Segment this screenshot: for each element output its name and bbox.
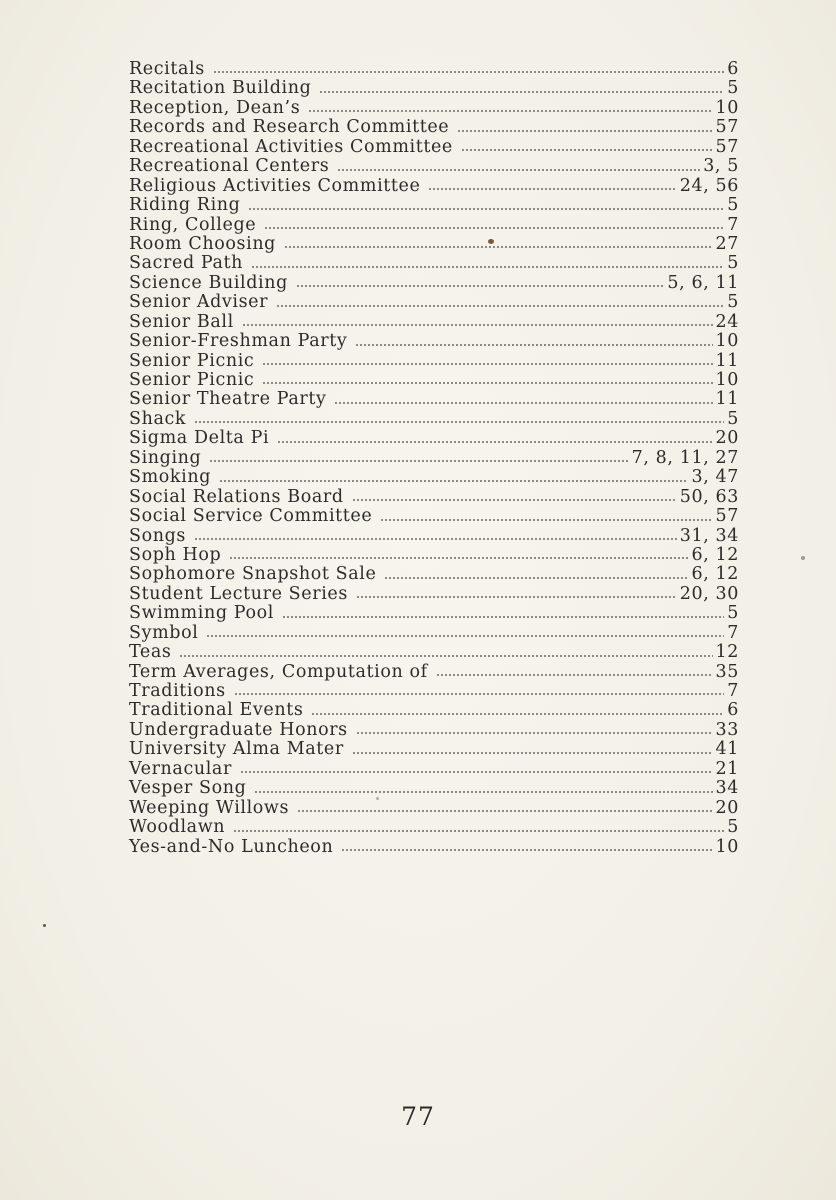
dot-leader	[337, 168, 700, 172]
index-pages: 57	[715, 117, 739, 138]
index-pages: 24, 56	[679, 175, 739, 196]
dot-leader	[194, 537, 677, 541]
index-entry	[129, 643, 739, 662]
index-pages: 10	[715, 836, 739, 857]
index-term: Yes-and-No Luncheon	[129, 836, 334, 857]
index-term: Singing	[129, 447, 202, 468]
index-entry	[129, 196, 739, 215]
dot-leader	[206, 634, 724, 638]
index-pages: 57	[715, 136, 739, 157]
index-pages: 10	[715, 331, 739, 352]
index-entry	[129, 157, 739, 176]
dot-leader	[209, 459, 628, 463]
index-pages: 31, 34	[679, 525, 739, 546]
index-pages: 5	[727, 408, 739, 429]
index-pages: 5	[727, 603, 739, 624]
dot-leader	[254, 790, 712, 794]
dot-leader	[457, 129, 712, 133]
index-term: Smoking	[129, 467, 211, 488]
index-term: Sigma Delta Pi	[129, 428, 270, 449]
index-entry	[129, 818, 739, 837]
dot-leader	[276, 304, 724, 308]
index-entry	[129, 527, 739, 546]
index-entry	[129, 799, 739, 818]
index-pages: 6, 12	[691, 544, 739, 565]
index-entry	[129, 60, 739, 79]
index-term: Ring, College	[129, 214, 257, 235]
index-term: Records and Research Committee	[129, 117, 450, 138]
index-pages: 6, 12	[691, 564, 739, 585]
index-entry	[129, 216, 739, 235]
dot-leader	[341, 848, 712, 852]
index-entry	[129, 352, 739, 371]
index-entry	[129, 449, 739, 468]
index-term: Weeping Willows	[129, 797, 290, 818]
dot-leader	[194, 420, 724, 424]
dot-leader	[242, 323, 713, 327]
index-entry	[129, 565, 739, 584]
index-pages: 57	[715, 506, 739, 527]
dot-leader	[384, 576, 688, 580]
index-pages: 5, 6, 11	[667, 272, 739, 293]
dot-leader	[352, 751, 713, 755]
index-entry	[129, 585, 739, 604]
index-entry	[129, 682, 739, 701]
index-term: Vernacular	[129, 758, 232, 779]
index-term: Senior Theatre Party	[129, 389, 327, 410]
index-term: Traditional Events	[129, 700, 304, 721]
dot-leader	[356, 595, 677, 599]
dot-leader	[282, 615, 724, 619]
index-pages: 20	[715, 428, 739, 449]
index-pages: 7, 8, 11, 27	[631, 447, 739, 468]
index-pages: 5	[727, 817, 739, 838]
index-entry	[129, 838, 739, 857]
index-entry	[129, 118, 739, 137]
dot-leader	[179, 654, 712, 658]
index-entry	[129, 274, 739, 293]
dot-leader	[296, 284, 664, 288]
dot-leader	[352, 498, 677, 502]
index-term: Songs	[129, 525, 186, 546]
index-pages: 27	[715, 233, 739, 254]
index-term: Religious Activities Committee	[129, 175, 421, 196]
index-pages: 5	[727, 253, 739, 274]
dot-leader	[319, 90, 724, 94]
index-pages: 3, 47	[691, 467, 739, 488]
index-list	[129, 60, 739, 857]
index-entry	[129, 624, 739, 643]
index-entry	[129, 313, 739, 332]
index-pages: 41	[715, 739, 739, 760]
index-term: University Alma Mater	[129, 739, 344, 760]
dot-leader	[334, 401, 712, 405]
index-entry	[129, 760, 739, 779]
dot-leader	[297, 809, 712, 813]
index-entry	[129, 546, 739, 565]
index-entry	[129, 410, 739, 429]
index-entry	[129, 371, 739, 390]
index-term: Social Relations Board	[129, 486, 344, 507]
index-entry	[129, 332, 739, 351]
index-pages: 5	[727, 78, 739, 99]
index-term: Senior Picnic	[129, 370, 255, 390]
index-pages: 24	[715, 311, 739, 332]
index-term: Swimming Pool	[129, 603, 274, 624]
index-pages: 12	[715, 642, 739, 663]
index-entry	[129, 779, 739, 798]
index-entry	[129, 390, 739, 409]
index-entry	[129, 663, 739, 682]
dot-leader	[264, 226, 724, 230]
dust-speck	[376, 797, 379, 800]
dot-leader	[229, 556, 688, 560]
index-entry	[129, 468, 739, 487]
ink-speck	[488, 239, 494, 244]
index-term: Traditions	[129, 681, 226, 701]
index-pages: 6	[727, 700, 739, 721]
index-term: Social Service Committee	[129, 506, 373, 527]
dot-leader	[240, 770, 713, 774]
index-entry	[129, 721, 739, 740]
dot-leader	[436, 673, 713, 677]
index-pages: 35	[715, 661, 739, 682]
page-number: 77	[401, 1102, 435, 1131]
index-pages: 5	[727, 195, 739, 216]
index-entry	[129, 99, 739, 118]
index-term: Term Averages, Computation of	[129, 661, 428, 682]
index-term: Senior-Freshman Party	[129, 331, 348, 352]
index-term: Sacred Path	[129, 253, 244, 274]
dust-speck	[801, 556, 805, 560]
index-term: Student Lecture Series	[129, 583, 348, 604]
index-pages: 20	[715, 797, 739, 818]
dot-leader	[311, 712, 724, 716]
index-term: Recitals	[129, 59, 205, 79]
index-pages: 10	[715, 370, 739, 390]
index-entry	[129, 740, 739, 759]
dot-leader	[248, 207, 724, 211]
index-pages: 50, 63	[679, 486, 739, 507]
index-entry	[129, 507, 739, 526]
dust-speck	[43, 924, 46, 927]
index-pages: 10	[715, 97, 739, 118]
index-term: Vesper Song	[129, 778, 247, 799]
index-term: Shack	[129, 408, 187, 429]
dot-leader	[262, 362, 712, 366]
index-term: Recreational Centers	[129, 156, 330, 177]
index-term: Sophomore Snapshot Sale	[129, 564, 377, 585]
index-term: Room Choosing	[129, 233, 276, 254]
dot-leader	[380, 518, 712, 522]
index-entry	[129, 604, 739, 623]
index-term: Riding Ring	[129, 195, 241, 216]
dot-leader	[461, 148, 713, 152]
index-pages: 7	[727, 681, 739, 701]
dot-leader	[233, 829, 724, 833]
index-term: Symbol	[129, 622, 199, 643]
index-term: Reception, Dean’s	[129, 97, 301, 118]
index-entry	[129, 235, 739, 254]
dot-leader	[213, 70, 724, 74]
index-term: Science Building	[129, 272, 288, 293]
dot-leader	[251, 265, 724, 269]
index-term: Teas	[129, 642, 172, 663]
index-term: Senior Ball	[129, 311, 234, 332]
dot-leader	[234, 692, 725, 696]
index-entry	[129, 138, 739, 157]
index-pages: 7	[727, 622, 739, 643]
index-entry	[129, 293, 739, 312]
dot-leader	[277, 440, 712, 444]
index-term: Senior Picnic	[129, 350, 255, 371]
index-pages: 21	[715, 758, 739, 779]
index-pages: 7	[727, 214, 739, 235]
index-entry	[129, 254, 739, 273]
index-entry	[129, 429, 739, 448]
dot-leader	[284, 245, 713, 249]
index-pages: 6	[727, 59, 739, 79]
index-pages: 3, 5	[703, 156, 739, 177]
dot-leader	[262, 381, 712, 385]
index-pages: 5	[727, 292, 739, 313]
dot-leader	[219, 479, 688, 483]
index-entry	[129, 701, 739, 720]
index-entry	[129, 177, 739, 196]
index-term: Senior Adviser	[129, 292, 269, 313]
index-entry	[129, 79, 739, 98]
index-term: Recitation Building	[129, 78, 312, 99]
index-pages: 34	[715, 778, 739, 799]
index-term: Soph Hop	[129, 544, 222, 565]
index-term: Undergraduate Honors	[129, 719, 348, 740]
dot-leader	[356, 731, 713, 735]
dot-leader	[308, 109, 712, 113]
dot-leader	[428, 187, 676, 191]
dot-leader	[355, 343, 712, 347]
index-pages: 33	[715, 719, 739, 740]
index-pages: 20, 30	[679, 583, 739, 604]
index-pages: 11	[715, 389, 739, 410]
index-term: Recreational Activities Committee	[129, 136, 453, 157]
index-pages: 11	[715, 350, 739, 371]
index-term: Woodlawn	[129, 817, 226, 838]
index-entry	[129, 488, 739, 507]
